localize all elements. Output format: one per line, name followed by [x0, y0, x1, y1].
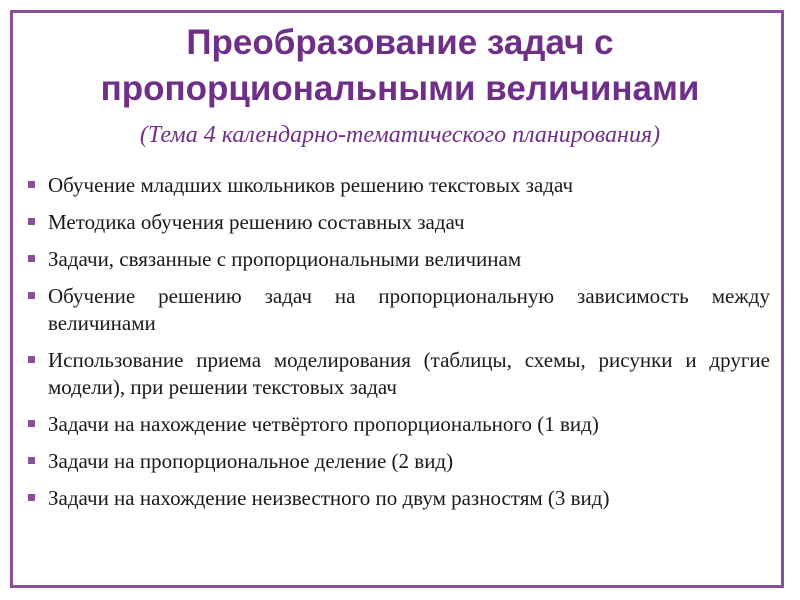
slide-subtitle: (Тема 4 календарно-тематического планирования)	[139, 122, 661, 148]
list-item	[26, 283, 770, 337]
list-item	[26, 347, 770, 401]
square-bullet-icon	[28, 218, 35, 225]
list-item	[26, 448, 770, 475]
square-bullet-icon	[28, 494, 35, 501]
list-item-text: Использование приема моделирования (таблицы, схемы, рисунки и другие модели), при решении текстовых задач	[48, 348, 770, 399]
list-item	[26, 485, 770, 512]
list-item	[26, 172, 770, 199]
list-item-text: Задачи на нахождение четвёртого пропорционального (1 вид)	[48, 412, 599, 436]
square-bullet-icon	[28, 181, 35, 188]
list-item-text: Задачи, связанные с пропорциональными величинам	[48, 247, 522, 271]
square-bullet-icon	[28, 420, 35, 427]
list-item	[26, 246, 770, 273]
topic-list	[26, 172, 770, 522]
title-line-2: пропорциональными величинами	[100, 69, 700, 108]
square-bullet-icon	[28, 356, 35, 363]
square-bullet-icon	[28, 457, 35, 464]
square-bullet-icon	[28, 292, 35, 299]
list-item-text: Задачи на нахождение неизвестного по двум разностям (3 вид)	[48, 486, 610, 510]
list-item	[26, 411, 770, 438]
list-item-text: Обучение младших школьников решению текстовых задач	[48, 173, 574, 197]
list-item-text: Методика обучения решению составных задач	[48, 210, 465, 234]
title-line-1: Преобразование задач с	[186, 23, 614, 62]
list-item	[26, 209, 770, 236]
slide-title	[40, 20, 760, 112]
square-bullet-icon	[28, 255, 35, 262]
list-item-text: Обучение решению задач на пропорциональную зависимость между величинами	[48, 284, 770, 335]
list-item-text: Задачи на пропорциональное деление (2 вид)	[48, 449, 454, 473]
